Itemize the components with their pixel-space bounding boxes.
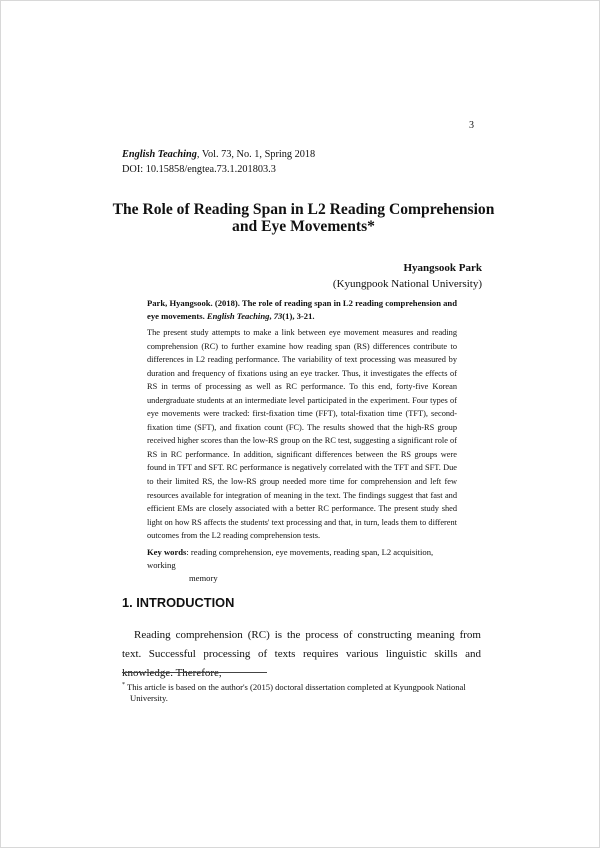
body-paragraph: Reading comprehension (RC) is the process of constructing meaning from text. Successful processing of texts requires various linguistic skills and knowledge. Therefore,	[122, 629, 481, 679]
title-footnote-mark: *	[367, 218, 375, 235]
author-block	[333, 260, 482, 292]
journal-header	[122, 147, 315, 177]
author-name: Hyangsook Park	[403, 262, 482, 274]
journal-volume-info: , Vol. 73, No. 1, Spring 2018	[196, 149, 316, 160]
citation-issue-pages: (1), 3-21.	[282, 311, 315, 321]
journal-name: English Teaching	[122, 149, 197, 160]
footnote-text: This article is based on the author's (2015) doctoral dissertation completed at Kyungpook National University.	[125, 681, 466, 703]
reference-citation	[147, 297, 457, 323]
footnote-divider	[122, 672, 267, 673]
citation-comma: ,	[269, 311, 274, 321]
citation-volume: 73	[273, 311, 283, 321]
author-affiliation: (Kyungpook National University)	[332, 278, 482, 290]
section-heading: 1. INTRODUCTION	[122, 595, 235, 610]
paper-title	[111, 201, 496, 235]
keywords-block	[147, 546, 459, 585]
abstract-text: The present study attempts to make a link between eye movement measures and reading comprehension (RC) to further examine how reading span (RS) differences contribute to differences in L2 reading performance. The variability of text processing was measured by duration and frequency of fixations using an eye tracker. Thus, it investigates the effects of RS in terms of processing as well as RC performance. To this end, forty-five Korean undergraduate students at an intermediate level participated in the experiment. Four types of eye movements were tracked: first-fixation time (FFT), total-fixation time (TFT), second-fixation time (SFT), and fixation count (FC). The results showed that the high-RS group received higher scores than the low-RS group on the RC test, suggesting a significant role of RS in RC performance. In addition, significant differences between the RS groups were found in TFT and SFT. RC performance is negatively correlated with the TFT and SFT. Due to their limited RS, the low-RS group needed more time for comprehension and left few resources available for integration of meaning in the text. The findings suggest that fast and efficient EMs are closely associated with a better RC performance. The present study shed light on how RS affects the students' text processing and that, in turn, leads them to different outcomes from the L2 reading comprehension tests.	[147, 328, 457, 541]
citation-prefix: Park, Hyangsook. (2018). The role of reading span in L2 reading comprehension and eye movements.	[147, 298, 457, 321]
footnote	[122, 680, 485, 704]
keywords-list-continued: memory	[189, 573, 218, 583]
footnote-mark: *	[122, 682, 125, 688]
journal-citation-line	[122, 147, 315, 162]
journal-doi: DOI: 10.15858/engtea.73.1.201803.3	[122, 164, 276, 175]
citation-journal: English Teaching	[206, 311, 270, 321]
paper-title-text: The Role of Reading Span in L2 Reading Comprehension and Eye Movements	[112, 201, 495, 235]
keywords-label: Key words	[147, 547, 187, 557]
page-number: 3	[469, 120, 474, 131]
keywords-list: : reading comprehension, eye movements, reading span, L2 acquisition, working	[147, 547, 434, 570]
